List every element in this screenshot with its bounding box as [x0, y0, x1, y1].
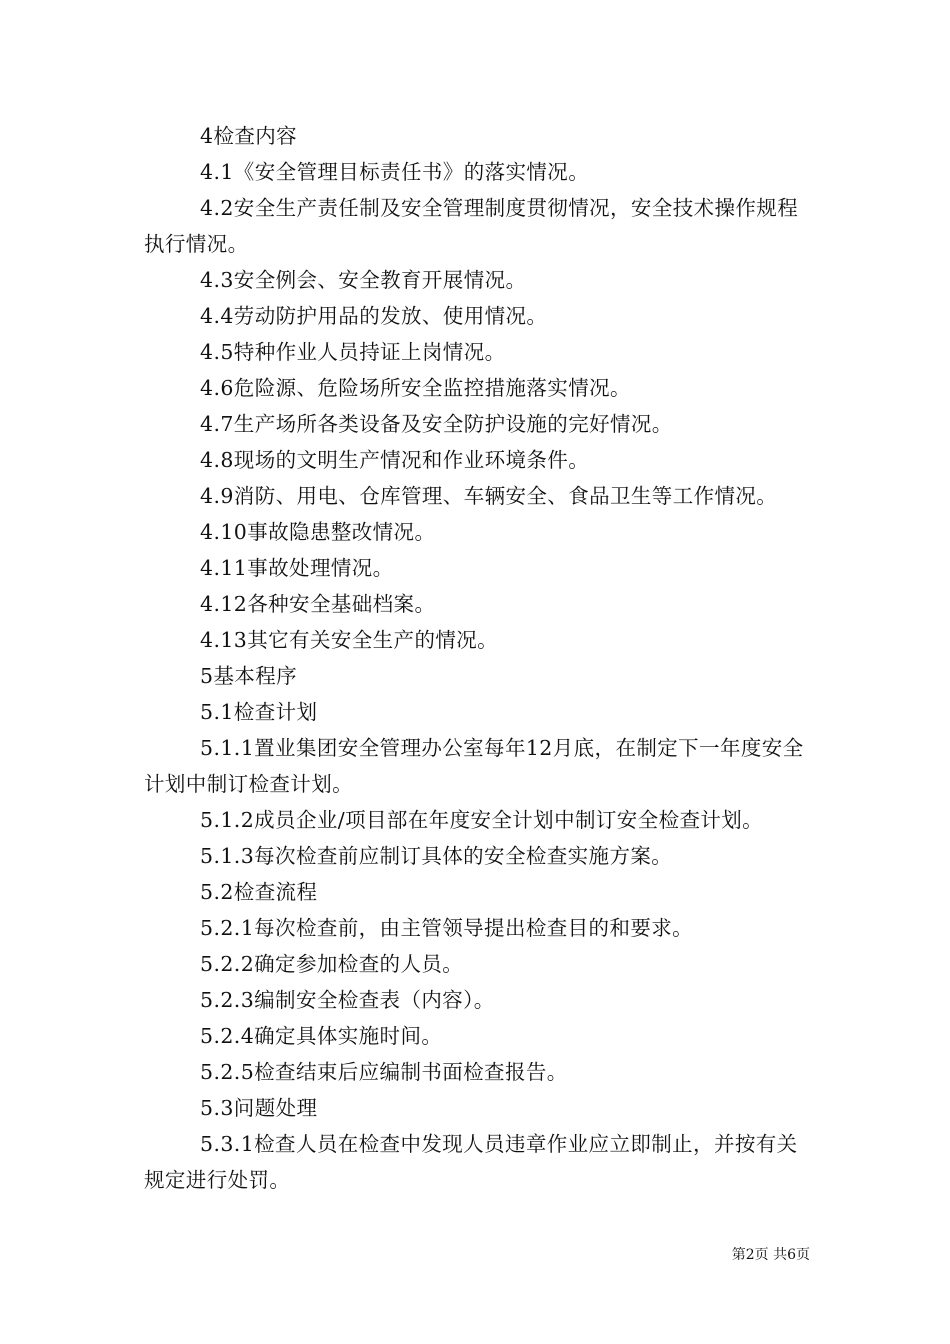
paragraph: 4.13其它有关安全生产的情况。: [200, 628, 499, 652]
paragraph: 4.6危险源、危险场所安全监控措施落实情况。: [200, 376, 631, 400]
footer-middle: 页 共: [754, 1247, 788, 1263]
paragraph: 4.8现场的文明生产情况和作业环境条件。: [200, 448, 590, 472]
paragraph: 5.2.3编制安全检查表（内容）。: [200, 988, 495, 1012]
paragraph: 4.1《安全管理目标责任书》的落实情况。: [200, 160, 590, 184]
subsection-heading: 5.2检查流程: [200, 880, 318, 904]
paragraph: 5.2.2确定参加检查的人员。: [200, 952, 464, 976]
paragraph: 4.4劳动防护用品的发放、使用情况。: [200, 304, 548, 328]
section-heading: 5基本程序: [200, 664, 298, 688]
paragraph: 4.5特种作业人员持证上岗情况。: [200, 340, 506, 364]
paragraph: 4.12各种安全基础档案。: [200, 592, 436, 616]
paragraph: 5.1.1置业集团安全管理办公室每年12月底，在制定下一年度安全计划中制订检查计划。: [144, 736, 804, 796]
footer-current-page: 2: [745, 1247, 755, 1263]
paragraph: 4.2安全生产责任制及安全管理制度贯彻情况，安全技术操作规程执行情况。: [144, 196, 799, 256]
footer-prefix: 第: [731, 1247, 746, 1263]
paragraph: 4.3安全例会、安全教育开展情况。: [200, 268, 527, 292]
paragraph: 4检查内容: [200, 124, 298, 148]
paragraph: 5.3.1检查人员在检查中发现人员违章作业应立即制止，并按有关规定进行处罚。: [144, 1132, 798, 1192]
subsection-heading: 5.3问题处理: [200, 1096, 318, 1120]
paragraph: 4.10事故隐患整改情况。: [200, 520, 436, 544]
paragraph: 5.2.5检查结束后应编制书面检查报告。: [200, 1060, 568, 1084]
paragraph: 5.1.2成员企业/项目部在年度安全计划中制订安全检查计划。: [200, 808, 764, 832]
paragraph: 5.2.1每次检查前，由主管领导提出检查目的和要求。: [200, 916, 694, 940]
footer-suffix: 页: [796, 1247, 810, 1263]
paragraph: 5.2.4确定具体实施时间。: [200, 1024, 443, 1048]
paragraph: 4.11事故处理情况。: [200, 556, 394, 580]
paragraph: 4.9消防、用电、仓库管理、车辆安全、食品卫生等工作情况。: [200, 484, 778, 508]
subsection-heading: 5.1检查计划: [200, 700, 318, 724]
paragraph: 4.7生产场所各类设备及安全防护设施的完好情况。: [200, 412, 673, 436]
page-number-footer: [732, 1246, 810, 1264]
document-body: [144, 118, 810, 1198]
paragraph: 5.1.3每次检查前应制订具体的安全检查实施方案。: [200, 844, 673, 868]
footer-total-pages: 6: [787, 1247, 796, 1263]
